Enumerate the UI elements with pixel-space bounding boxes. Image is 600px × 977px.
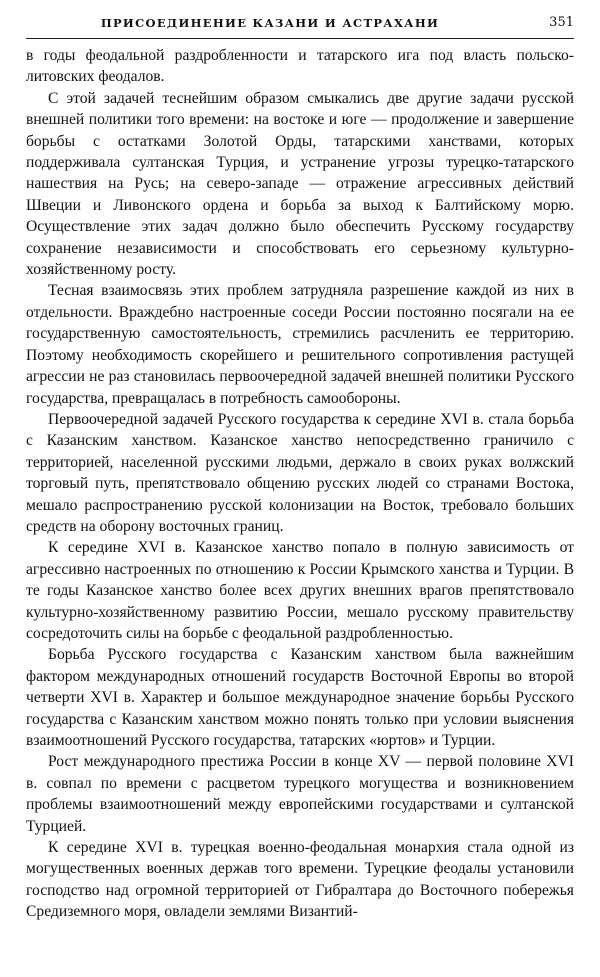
paragraph: К середине XVI в. Казанское ханство попало в полную зависимость от агрессивно настроенных по отношению к России Крымского ханства и Турции. В те годы Казанское ханство более всех других внешних врагов препятствовало культурно-хозяйственному развитию России, мешало русскому правительству сосредоточить силы на борьбе с феодальной раздробленностью.	[26, 539, 574, 642]
paragraph: Тесная взаимосвязь этих проблем затрудняла разрешение каждой из них в отдельности. Враждебно настроенные соседи России постоянно посягали на ее государственную самостоятельность, стремились расчленить ее территорию. Поэтому необходимость скорейшего и решительного сопротивления растущей агрессии не раз становилась первоочередной задачей внешней политики Русского государства, превращалась в потребность самообороны.	[26, 282, 574, 407]
header-rule	[26, 38, 574, 39]
page-number: 351	[549, 15, 574, 30]
running-head: ПРИСОЕДИНЕНИЕ КАЗАНИ И АСТРАХАНИ	[100, 16, 440, 30]
paragraph: Первоочередной задачей Русского государства к середине XVI в. стала борьба с Казанским ханством. Казанское ханство непосредственно граничило с территорией, населенной русскими людьми, держало в своих руках волжский торговый путь, препятствовало общению русских людей со странами Востока, мешало распространению русской колонизации на Восток, требовало больших средств на оборону восточных границ.	[26, 410, 574, 535]
paragraph: в годы феодальной раздробленности и татарского ига под власть польско-литовских феодалов.	[26, 47, 574, 86]
body-text	[26, 45, 574, 923]
paragraph: С этой задачей теснейшим образом смыкались две другие задачи русской внешней политики того времени: на востоке и юге — продолжение и завершение борьбы с остатками Золотой Орды, татарскими ханствами, которых поддерживала султанская Турция, и устранение угрозы турецко-татарского нашествия на Русь; на северо-западе — отражение агрессивных действий Швеции и Ливонского ордена и борьба за выход к Балтийскому морю. Осуществление этих задач должно было обеспечить Русскому государству сохранение независимости и способствовать его серьезному культурно-хозяйственному росту.	[26, 89, 574, 279]
page-header	[26, 12, 574, 38]
paragraph: Борьба Русского государства с Казанским ханством была важнейшим фактором международных отношений государств Восточной Европы во второй четверти XVI в. Характер и большое международное значение борьбы Русского государства с Казанским ханством можно понять только при условии выяснения взаимоотношений Русского государства, татарских «юртов» и Турции.	[26, 646, 574, 749]
paragraph: К середине XVI в. турецкая военно-феодальная монархия стала одной из могущественных военных держав того времени. Турецкие феодалы установили господство над огромной территорией от Гибралтара до Восточного побережья Средиземного моря, овладели землями Византий-	[26, 839, 574, 921]
paragraph: Рост международного престижа России в конце XV — первой половине XVI в. совпал по времени с расцветом турецкого могущества и возникновением проблемы взаимоотношений между европейскими государствами и султанской Турцией.	[26, 753, 574, 835]
